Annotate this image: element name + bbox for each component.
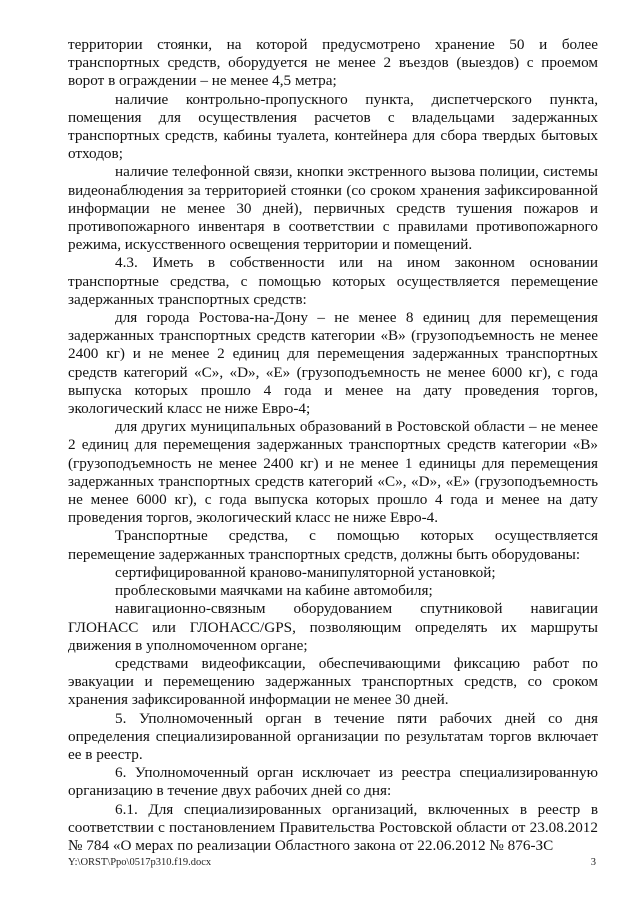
body-paragraph: 6. Уполномоченный орган исключает из реестра специализированную организацию в течение двух рабочих дней со дня: bbox=[68, 764, 598, 800]
body-paragraph: сертифицированной краново-манипуляторной установкой; bbox=[115, 563, 496, 581]
body-paragraph: территории стоянки, на которой предусмотрено хранение 50 и более транспортных средств, оборудуется не менее 2 въездов (выездов) с проемом ворот в ограждении – не менее 4,5 метра; bbox=[68, 36, 598, 90]
body-paragraph: 4.3. Иметь в собственности или на ином законном основании транспортные средства, с помощью которых осуществляется перемещение задержанных транспортных средств: bbox=[68, 254, 598, 308]
body-paragraph: навигационно-связным оборудованием спутниковой навигации ГЛОНАСС или ГЛОНАСС/GPS, позволяющим определять их маршруты движения в уполномоченном органе; bbox=[68, 600, 598, 654]
body-paragraph: для города Ростова-на-Дону – не менее 8 единиц для перемещения задержанных транспортных средств категории «B» (грузоподъемность не менее 2400 кг) и не менее 2 единиц для перемещения задержанных транспортных средств категорий «C», «D», «E» (грузоподъемность не менее 6000 кг), с года выпуска которых прошло 4 года и менее на дату проведения торгов, экологический класс не ниже Евро-4; bbox=[68, 309, 598, 418]
body-paragraph: Транспортные средства, с помощью которых осуществляется перемещение задержанных транспортных средств, должны быть оборудованы: bbox=[68, 527, 598, 563]
body-paragraph: наличие телефонной связи, кнопки экстренного вызова полиции, системы видеонаблюдения за территорией стоянки (со сроком хранения зафиксированной информации не менее 30 дней), первичных средств тушения пожаров и противопожарного инвентаря в соответствии с правилами противопожарного режима, искусственного освещения территории и помещений. bbox=[68, 163, 598, 254]
body-paragraph: 6.1. Для специализированных организаций, включенных в реестр в соответствии с постановлением Правительства Ростовской области от 23.08.2012 № 784 «О мерах по реализации Областного закона от 22.06.2012 № 876-ЗС bbox=[68, 800, 598, 854]
body-paragraph: для других муниципальных образований в Ростовской области – не менее 2 единиц для перемещения задержанных транспортных средств категории «B» (грузоподъемность не менее 2400 кг) и не менее 1 единицы для перемещения задержанных транспортных средств категорий «C», «D», «E» (грузоподъемность не менее 6000 кг), с года выпуска которых прошло 4 года и менее на дату проведения торгов, экологический класс не ниже Евро-4. bbox=[68, 418, 598, 527]
body-paragraph: наличие контрольно-пропускного пункта, диспетчерского пункта, помещения для осуществления расчетов с владельцами задержанных транспортных средств, кабины туалета, контейнера для сбора твердых бытовых отходов; bbox=[68, 90, 598, 163]
footer-page-number: 3 bbox=[590, 857, 596, 868]
body-paragraph: проблесковыми маячками на кабине автомобиля; bbox=[115, 582, 433, 600]
body-paragraph: 5. Уполномоченный орган в течение пяти рабочих дней со дня определения специализированной организации по результатам торгов включает ее в реестр. bbox=[68, 709, 598, 763]
footer-file-path: Y:\ORST\Ppo\0517p310.f19.docx bbox=[68, 857, 212, 868]
document-body bbox=[68, 36, 598, 855]
body-paragraph: средствами видеофиксации, обеспечивающими фиксацию работ по эвакуации и перемещению задержанных транспортных средств, со сроком хранения зафиксированной информации не менее 30 дней. bbox=[68, 654, 598, 709]
